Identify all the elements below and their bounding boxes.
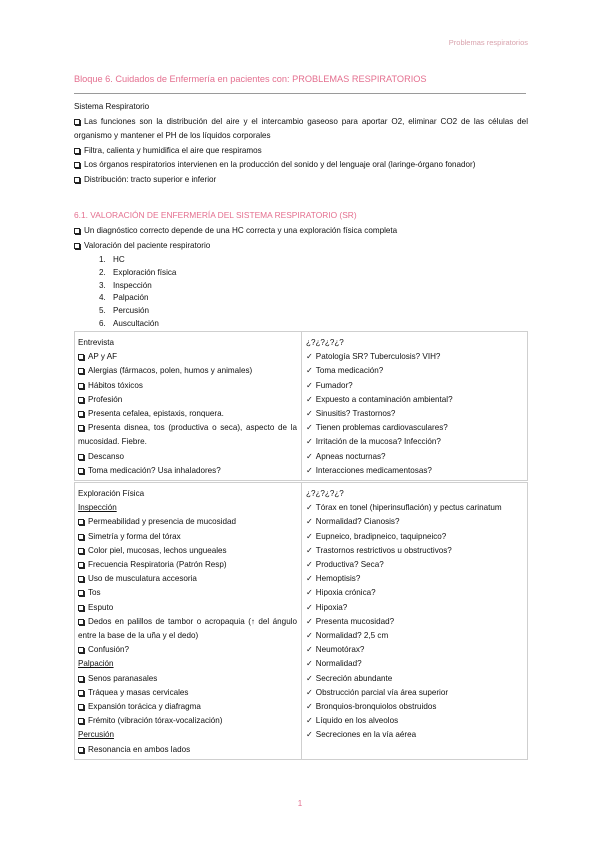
interview-item: AP y AF (78, 350, 297, 364)
exam-table (74, 482, 528, 760)
intro-bullet-text: Las funciones son la distribución del aire y el intercambio gaseoso para aportar O2, eliminar CO2 de las células del organismo y mantener el PH de los líquidos corporales (74, 116, 528, 140)
checkbox-icon (78, 619, 84, 625)
check-mark-icon: ✓ (306, 465, 313, 475)
exam-answer: ✓ Normalidad? 2,5 cm (306, 631, 389, 641)
intro-heading: Sistema Respiratorio (74, 102, 150, 111)
step-item: 4. Palpación (108, 292, 176, 305)
check-mark-icon: ✓ (306, 730, 313, 740)
exam-item: Uso de musculatura accesoria (78, 572, 297, 586)
checkbox-icon (78, 354, 84, 360)
step-item: 6. Auscultación (108, 318, 176, 331)
subheading-palpacion: Palpación (78, 659, 114, 669)
exam-answer: ✓ Trastornos restrictivos u obstructivos? (306, 545, 452, 555)
interview-answer: ✓ Patología SR? Tuberculosis? VIH? (306, 352, 441, 362)
interview-table (74, 331, 528, 481)
exam-item: Color piel, mucosas, lechos ungueales (78, 544, 297, 558)
checkbox-icon (74, 162, 80, 168)
checkbox-icon (78, 397, 84, 403)
intro-bullet-text: Distribución: tracto superior e inferior (84, 174, 217, 184)
interview-item: Descanso (78, 450, 297, 464)
page-number: 1 (297, 799, 303, 808)
check-mark-icon: ✓ (306, 645, 313, 655)
interview-item: Toma medicación? Usa inhaladores? (78, 464, 297, 478)
check-mark-icon: ✓ (306, 352, 313, 362)
exam-item: Frecuencia Respiratoria (Patrón Resp) (78, 558, 297, 572)
checkbox-icon (78, 605, 84, 611)
check-mark-icon: ✓ (306, 602, 313, 612)
interview-right-col (301, 332, 527, 480)
exam-item: Resonancia en ambos lados (78, 743, 297, 757)
exam-answer: ✓ Secreciones en la vía aérea (306, 730, 417, 740)
interview-right-header: ¿?¿?¿?¿? (306, 338, 344, 347)
check-mark-icon: ✓ (306, 687, 313, 697)
check-mark-icon: ✓ (306, 409, 313, 419)
intro-bullet-text: Filtra, calienta y humidifica el aire que respiramos (84, 145, 262, 155)
checkbox-icon (74, 228, 80, 234)
interview-answer: ✓ Interacciones medicamentosas? (306, 465, 432, 475)
section-bullet (74, 238, 528, 253)
exam-answer: ✓ Presenta mucosidad? (306, 616, 395, 626)
check-mark-icon: ✓ (306, 588, 313, 598)
section-title: 6.1. VALORACIÓN DE ENFERMERÍA DEL SISTEMA RESPIRATORIO (SR) (74, 210, 357, 220)
checkbox-icon (78, 425, 84, 431)
exam-answer: ✓ Hemoptisis? (306, 574, 361, 584)
checkbox-icon (78, 747, 84, 753)
check-mark-icon: ✓ (306, 673, 313, 683)
check-mark-icon: ✓ (306, 517, 313, 527)
checkbox-icon (78, 676, 84, 682)
exam-item: Dedos en palillos de tambor o acropaquia (↑ del ángulo entre la base de la uña y el dedo) (78, 616, 297, 641)
check-mark-icon: ✓ (306, 574, 313, 584)
checkbox-icon (78, 718, 84, 724)
checkbox-icon (74, 119, 80, 125)
interview-answer: ✓ Toma medicación? (306, 366, 384, 376)
interview-item: Hábitos tóxicos (78, 379, 297, 393)
intro-bullet (74, 115, 528, 144)
check-mark-icon: ✓ (306, 451, 313, 461)
interview-item: Presenta disnea, tos (productiva o seca), aspecto de la mucosidad. Fiebre. (78, 423, 297, 447)
interview-item: Profesión (78, 393, 297, 407)
exam-item: Tráquea y masas cervicales (78, 686, 297, 700)
intro-bullet-text: Los órganos respiratorios intervienen en la producción del sonido y del lenguaje oral (laringe-órgano fonador) (84, 160, 476, 169)
exam-item: Frémito (vibración tórax-vocalización) (78, 714, 297, 728)
exam-answer: ✓ Neumotórax? (306, 645, 365, 655)
step-item: 5. Percusión (108, 305, 176, 318)
intro-bullet (74, 144, 528, 159)
checkbox-icon (78, 548, 84, 554)
checkbox-icon (74, 148, 80, 154)
exam-answer: ✓ Obstrucción parcial vía área superior (306, 687, 449, 697)
checkbox-icon (78, 647, 84, 653)
check-mark-icon: ✓ (306, 437, 313, 447)
checkbox-icon (78, 690, 84, 696)
exam-right-header: ¿?¿?¿?¿? (306, 489, 344, 498)
exam-item: Permeabilidad y presencia de mucosidad (78, 515, 297, 529)
interview-answer: ✓ Fumador? (306, 380, 353, 390)
section-bullet (74, 223, 528, 238)
check-mark-icon: ✓ (306, 560, 313, 570)
checkbox-icon (78, 519, 84, 525)
exam-item: Simetría y forma del tórax (78, 530, 297, 544)
assessment-steps (92, 254, 176, 331)
checkbox-icon (78, 468, 84, 474)
section-bullet-text: Valoración del paciente respiratorio (84, 241, 211, 250)
check-mark-icon: ✓ (306, 616, 313, 626)
interview-answer: ✓ Tienen problemas cardiovasculares? (306, 423, 448, 433)
interview-left-col (75, 332, 301, 480)
step-item: 1. HC (108, 254, 176, 267)
checkbox-icon (78, 562, 84, 568)
exam-header: Exploración Física (78, 489, 145, 498)
checkbox-icon (74, 243, 80, 249)
checkbox-icon (78, 411, 84, 417)
interview-answer: ✓ Expuesto a contaminación ambiental? (306, 394, 453, 404)
interview-item: Alergias (fármacos, polen, humos y animales) (78, 364, 297, 378)
exam-item: Esputo (78, 601, 297, 615)
check-mark-icon: ✓ (306, 531, 313, 541)
check-mark-icon: ✓ (306, 503, 313, 513)
check-mark-icon: ✓ (306, 380, 313, 390)
exam-item: Senos paranasales (78, 672, 297, 686)
exam-item: Confusión? (78, 643, 297, 657)
interview-item: Presenta cefalea, epistaxis, ronquera. (78, 407, 297, 421)
subheading-percusion: Percusión (78, 730, 114, 740)
intro-bullet (74, 158, 528, 173)
check-mark-icon: ✓ (306, 659, 313, 669)
title-divider (74, 93, 526, 94)
check-mark-icon: ✓ (306, 716, 313, 726)
exam-answer: ✓ Hipoxia? (306, 602, 348, 612)
check-mark-icon: ✓ (306, 394, 313, 404)
checkbox-icon (78, 590, 84, 596)
check-mark-icon: ✓ (306, 545, 313, 555)
running-header: Problemas respiratorios (448, 38, 528, 47)
intro-block (74, 100, 528, 187)
interview-answer: ✓ Sinusitis? Trastornos? (306, 409, 396, 419)
interview-header: Entrevista (78, 338, 114, 347)
section-bullet-text: Un diagnóstico correcto depende de una HC correcta y una exploración física completa (84, 226, 398, 235)
interview-answer: ✓ Apneas nocturnas? (306, 451, 386, 461)
exam-answer: ✓ Normalidad? Cianosis? (306, 517, 400, 527)
checkbox-icon (74, 177, 80, 183)
exam-answer: ✓ Tórax en tonel (hiperinsuflación) y pectus carinatum (306, 503, 502, 513)
check-mark-icon: ✓ (306, 423, 313, 433)
exam-answer: ✓ Líquido en los alveolos (306, 716, 399, 726)
checkbox-icon (78, 576, 84, 582)
check-mark-icon: ✓ (306, 702, 313, 712)
subheading-inspeccion: Inspección (78, 503, 117, 513)
exam-answer: ✓ Secreción abundante (306, 673, 393, 683)
checkbox-icon (78, 454, 84, 460)
interview-answer: ✓ Irritación de la mucosa? Infección? (306, 437, 441, 447)
checkbox-icon (78, 534, 84, 540)
exam-answer: ✓ Hipoxia crónica? (306, 588, 376, 598)
section-bullets (74, 223, 528, 253)
exam-answer: ✓ Bronquios-bronquiolos obstruidos (306, 702, 437, 712)
step-item: 2. Exploración física (108, 267, 176, 280)
exam-answer: ✓ Normalidad? (306, 659, 362, 669)
exam-answer: ✓ Eupneico, bradipneico, taquipneico? (306, 531, 447, 541)
checkbox-icon (78, 704, 84, 710)
checkbox-icon (78, 368, 84, 374)
exam-answer: ✓ Productiva? Seca? (306, 560, 384, 570)
step-item: 3. Inspección (108, 280, 176, 293)
exam-item: Tos (78, 586, 297, 600)
intro-bullet (74, 173, 528, 188)
checkbox-icon (78, 383, 84, 389)
check-mark-icon: ✓ (306, 631, 313, 641)
exam-right-col (301, 483, 527, 759)
check-mark-icon: ✓ (306, 366, 313, 376)
page-title: Bloque 6. Cuidados de Enfermería en pacientes con: PROBLEMAS RESPIRATORIOS (74, 74, 427, 84)
exam-item: Expansión torácica y diafragma (78, 700, 297, 714)
exam-left-col (75, 483, 301, 759)
